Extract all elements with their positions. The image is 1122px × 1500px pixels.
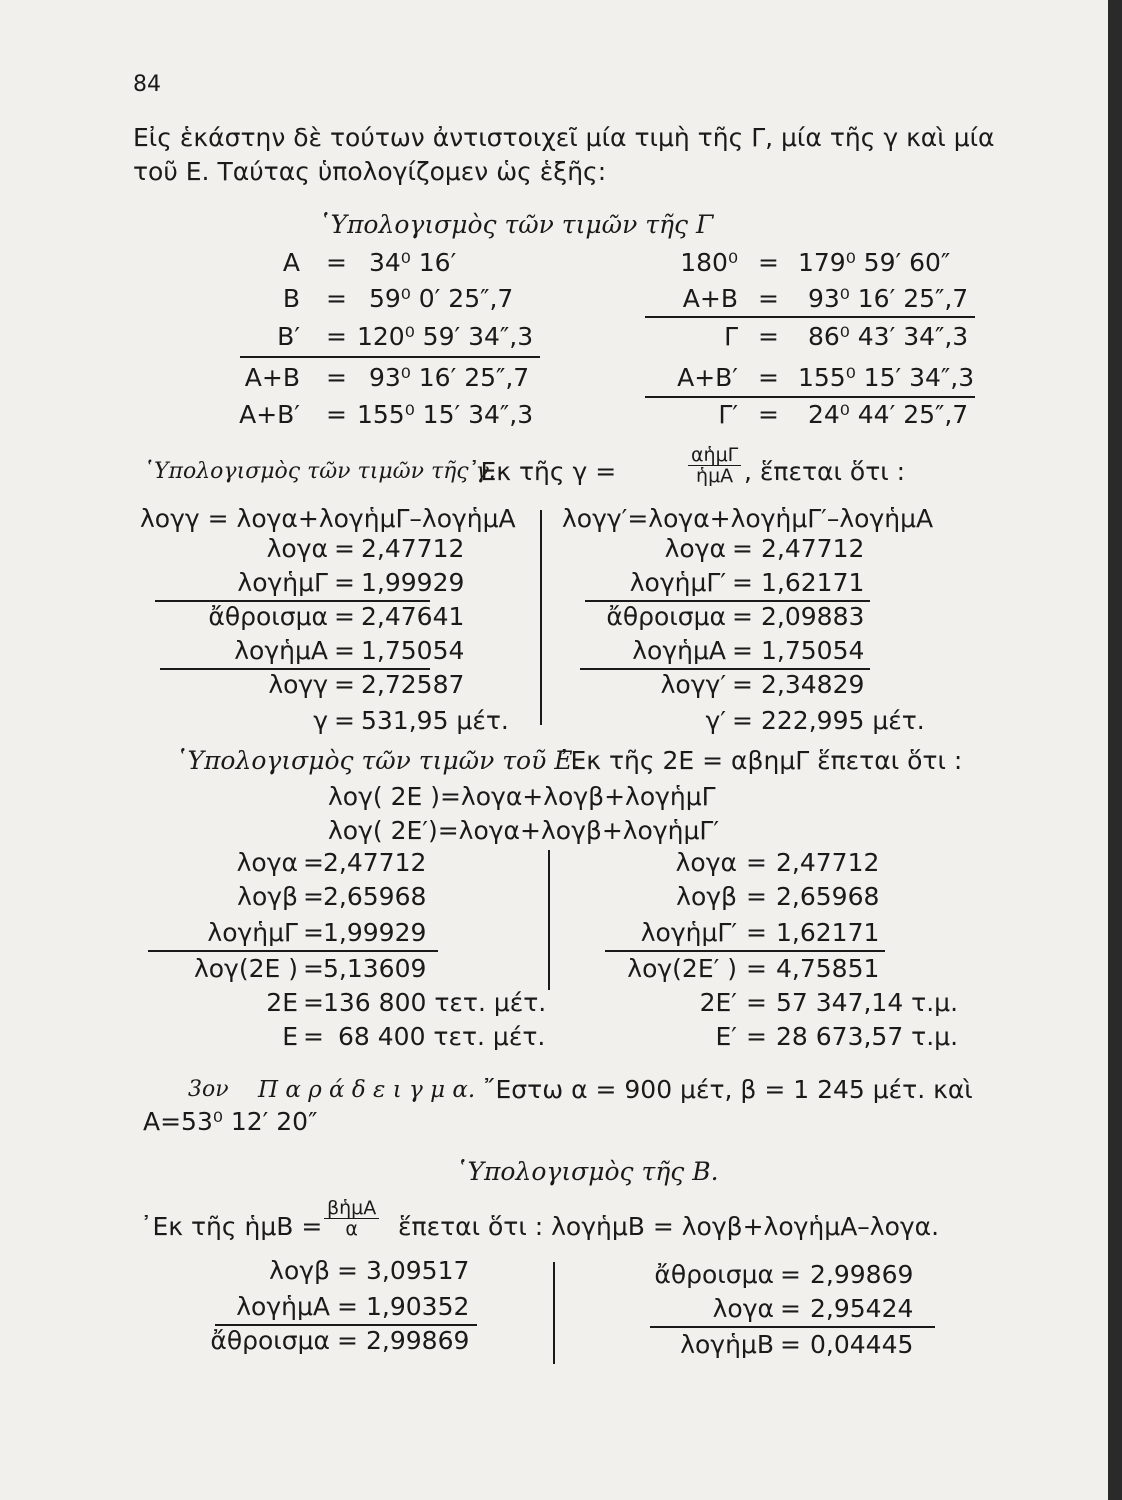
e-left-label: λογ(2Ε ) bbox=[193, 954, 298, 983]
g-left-value: 93⁰ 16′ 25″,7 bbox=[369, 363, 530, 392]
g-right-eq: = bbox=[758, 284, 779, 313]
e-right-value: 1,62171 bbox=[776, 918, 880, 947]
gamma-left-value: 2,72587 bbox=[361, 670, 465, 699]
e-right-value: 28 673,57 τ.μ. bbox=[776, 1022, 959, 1051]
g-right-rule bbox=[645, 316, 975, 318]
example-statement: ῎Εστω α = 900 μέτ, β = 1 245 μέτ. καὶ bbox=[483, 1075, 973, 1104]
e-left-label: λογἡμΓ bbox=[207, 918, 298, 947]
g-left-value: 34⁰ 16′ bbox=[369, 248, 457, 277]
gamma-left-value: 1,75054 bbox=[361, 636, 465, 665]
b-right-value: 0,04445 bbox=[810, 1330, 914, 1359]
gamma-right-value: 2,47712 bbox=[761, 534, 865, 563]
gamma-left-value: 531,95 μέτ. bbox=[361, 706, 509, 735]
page-edge-shadow bbox=[1108, 0, 1122, 1500]
b-right-label: λογἡμΒ bbox=[680, 1330, 774, 1359]
b-left-value: 1,90352 bbox=[366, 1292, 470, 1321]
g-left-rule bbox=[240, 356, 540, 358]
b-fraction bbox=[324, 1198, 379, 1239]
gamma-right-label: λογἡμΓ′ bbox=[629, 568, 726, 597]
b-right-value: 2,99869 bbox=[810, 1260, 914, 1289]
gamma-left-label: ἄθροισμα bbox=[208, 602, 328, 631]
e-right-label: λογβ bbox=[676, 882, 737, 911]
b-right-rule bbox=[650, 1326, 935, 1328]
b-fraction-denominator: α bbox=[324, 1218, 379, 1239]
gamma-left-value: 2,47712 bbox=[361, 534, 465, 563]
e-right-label: 2Ε′ bbox=[699, 988, 737, 1017]
gamma-right-label: γ′ bbox=[705, 706, 726, 735]
g-right-value: 179⁰ 59′ 60″ bbox=[798, 248, 951, 277]
gamma-left-label: λογἡμΓ bbox=[237, 568, 328, 597]
g-left-label: A+B bbox=[244, 363, 300, 392]
e-left-label: λογα bbox=[236, 848, 298, 877]
e-left-label: λογβ bbox=[237, 882, 298, 911]
gamma-left-label: λογἡμΑ bbox=[234, 636, 328, 665]
gamma-right-label: λογἡμΑ bbox=[632, 636, 726, 665]
intro-line-2: τοῦ Ε. Ταύτας ὑπολογίζομεν ὡς ἑξῆς: bbox=[133, 157, 607, 186]
g-right-value: 155⁰ 15′ 34″,3 bbox=[798, 363, 975, 392]
gamma-left-label: γ bbox=[313, 706, 328, 735]
page-number: 84 bbox=[133, 72, 161, 97]
g-left-eq: = bbox=[326, 248, 347, 277]
g-left-eq: = bbox=[326, 284, 347, 313]
e-left-value: 2,65968 bbox=[323, 882, 427, 911]
section-gamma-intro: ᾿Εκ τῆς γ = bbox=[468, 457, 617, 486]
e-column-divider bbox=[548, 850, 550, 990]
g-left-label: A+B′ bbox=[239, 400, 300, 429]
example-number: 3ον bbox=[188, 1077, 229, 1102]
section-e-formula-1: λογ( 2Ε )=λογα+λογβ+λογἡμΓ bbox=[328, 782, 716, 811]
b-right-label: λογα bbox=[712, 1294, 774, 1323]
e-right-label: λογ(2Ε′ ) bbox=[627, 954, 737, 983]
g-left-eq: = bbox=[326, 322, 347, 351]
g-right-rule bbox=[645, 396, 975, 398]
g-left-label: B′ bbox=[277, 322, 300, 351]
gamma-right-value: 222,995 μέτ. bbox=[761, 706, 925, 735]
b-right-label: ἄθροισμα bbox=[654, 1260, 774, 1289]
g-right-label: Γ bbox=[724, 322, 738, 351]
gamma-left-value: 1,99929 bbox=[361, 568, 465, 597]
b-left-label: ἄθροισμα bbox=[210, 1326, 330, 1355]
g-right-eq: = bbox=[758, 322, 779, 351]
g-right-label: A+B bbox=[682, 284, 738, 313]
b-column-divider bbox=[553, 1262, 555, 1364]
e-left-value: 1,99929 bbox=[323, 918, 427, 947]
section-e-formula-2: λογ( 2Ε′)=λογα+λογβ+λογἡμΓ′ bbox=[328, 816, 720, 845]
section-e-intro: ᾿Εκ τῆς 2Ε = αβημΓ ἕπεται ὅτι : bbox=[558, 746, 963, 775]
e-left-value: 5,13609 bbox=[323, 954, 427, 983]
section-gamma-intro-end: , ἕπεται ὅτι : bbox=[744, 457, 906, 486]
e-left-value: 2,47712 bbox=[323, 848, 427, 877]
gamma-left-label: λογγ bbox=[268, 670, 328, 699]
g-left-value: 120⁰ 59′ 34″,3 bbox=[357, 322, 534, 351]
section-b-title: ῾Υπολογισμὸς τῆς Β. bbox=[455, 1157, 719, 1186]
g-right-value: 93⁰ 16′ 25″,7 bbox=[808, 284, 969, 313]
e-right-value: 2,65968 bbox=[776, 882, 880, 911]
b-left-value: 2,99869 bbox=[366, 1326, 470, 1355]
e-right-value: 2,47712 bbox=[776, 848, 880, 877]
e-left-value: 136 800 τετ. μέτ. bbox=[323, 988, 547, 1017]
gamma-right-value: 1,62171 bbox=[761, 568, 865, 597]
e-right-label: λογἡμΓ′ bbox=[640, 918, 737, 947]
e-left-label: 2Ε bbox=[266, 988, 298, 1017]
g-right-eq: = bbox=[758, 363, 779, 392]
gamma-fraction-denominator: ἡμΑ bbox=[688, 465, 741, 486]
e-right-label: λογα bbox=[675, 848, 737, 877]
g-right-label: A+B′ bbox=[677, 363, 738, 392]
gamma-right-label: λογα bbox=[664, 534, 726, 563]
g-right-label: 180⁰ bbox=[680, 248, 738, 277]
gamma-fraction-numerator: αἡμΓ bbox=[691, 444, 739, 466]
b-right-value: 2,95424 bbox=[810, 1294, 914, 1323]
gamma-right-value: 2,09883 bbox=[761, 602, 865, 631]
gamma-right-value: 2,34829 bbox=[761, 670, 865, 699]
e-left-label: Ε bbox=[282, 1022, 298, 1051]
section-g-title: ῾Υπολογισμὸς τῶν τιμῶν τῆς Γ bbox=[318, 210, 714, 239]
g-left-value: 59⁰ 0′ 25″,7 bbox=[369, 284, 514, 313]
g-left-value: 155⁰ 15′ 34″,3 bbox=[357, 400, 534, 429]
section-b-intro-end: ἕπεται ὅτι : λογἡμΒ = λογβ+λογἡμΑ–λογα. bbox=[398, 1212, 940, 1241]
e-right-rule bbox=[605, 950, 885, 952]
gamma-left-value: 2,47641 bbox=[361, 602, 465, 631]
e-left-value: 68 400 τετ. μέτ. bbox=[338, 1022, 546, 1051]
g-right-value: 86⁰ 43′ 34″,3 bbox=[808, 322, 969, 351]
example-title: Π α ρ ά δ ε ι γ μ α. bbox=[258, 1077, 476, 1103]
example-angle: Α=53⁰ 12′ 20″ bbox=[143, 1107, 318, 1136]
gamma-column-divider bbox=[540, 510, 542, 725]
intro-line-1: Εἰς ἑκάστην δὲ τούτων ἀντιστοιχεῖ μία τιμὴ τῆς Γ, μία τῆς γ καὶ μία bbox=[133, 123, 995, 152]
gamma-right-value: 1,75054 bbox=[761, 636, 865, 665]
g-left-label: A bbox=[282, 248, 300, 277]
b-fraction-numerator: βἡμΑ bbox=[327, 1197, 377, 1219]
gamma-right-formula: λογγ′=λογα+λογἡμΓ′–λογἡμΑ bbox=[562, 504, 934, 533]
g-right-value: 24⁰ 44′ 25″,7 bbox=[808, 400, 969, 429]
g-right-label: Γ′ bbox=[718, 400, 738, 429]
e-left-rule bbox=[148, 950, 438, 952]
b-left-label: λογβ bbox=[269, 1256, 330, 1285]
g-left-label: B bbox=[282, 284, 300, 313]
section-gamma-title: ῾Υπολογισμὸς τῶν τιμῶν τῆς γ. bbox=[143, 459, 496, 484]
gamma-left-formula: λογγ = λογα+λογἡμΓ–λογἡμΑ bbox=[140, 504, 516, 533]
gamma-fraction bbox=[688, 445, 741, 486]
e-right-label: Ε′ bbox=[715, 1022, 737, 1051]
e-right-value: 4,75851 bbox=[776, 954, 880, 983]
g-left-eq: = bbox=[326, 400, 347, 429]
g-right-eq: = bbox=[758, 248, 779, 277]
b-left-value: 3,09517 bbox=[366, 1256, 470, 1285]
section-b-intro: ᾿Εκ τῆς ἡμΒ = bbox=[140, 1212, 323, 1241]
b-left-label: λογἡμΑ bbox=[236, 1292, 330, 1321]
g-right-eq: = bbox=[758, 400, 779, 429]
section-e-title: ῾Υπολογισμὸς τῶν τιμῶν τοῦ Ε. bbox=[175, 746, 581, 775]
gamma-left-label: λογα bbox=[266, 534, 328, 563]
e-right-value: 57 347,14 τ.μ. bbox=[776, 988, 959, 1017]
gamma-right-label: λογγ′ bbox=[660, 670, 726, 699]
gamma-right-label: ἄθροισμα bbox=[606, 602, 726, 631]
g-left-eq: = bbox=[326, 363, 347, 392]
